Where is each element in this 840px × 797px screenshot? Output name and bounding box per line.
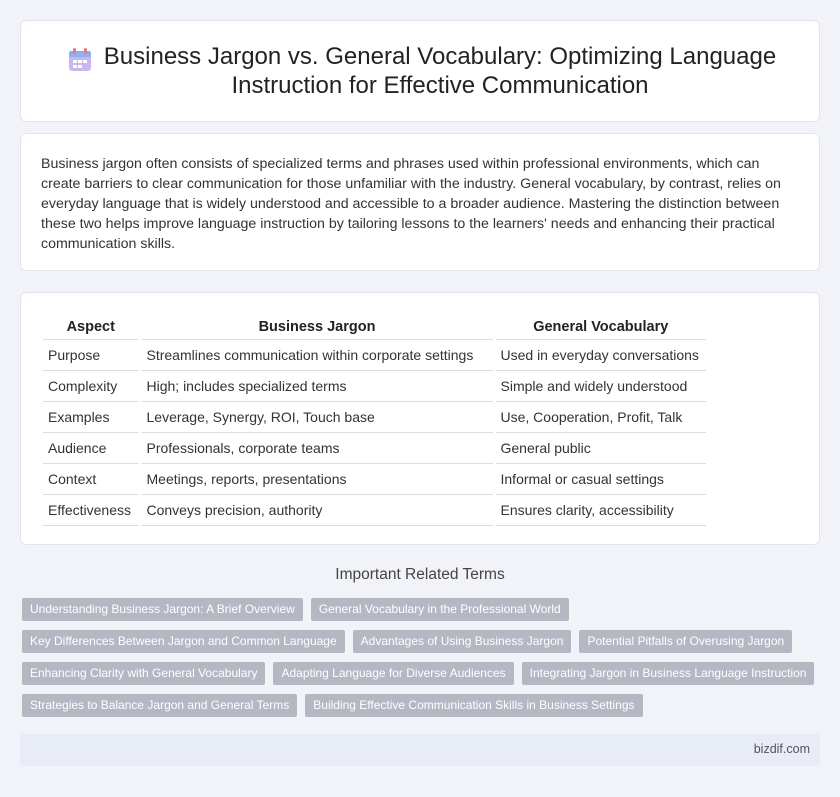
row-general-vocabulary: Used in everyday conversations [494,339,706,370]
row-aspect: Audience [43,432,140,463]
header-card [20,20,820,122]
row-aspect: Effectiveness [43,494,140,525]
related-term-tag[interactable]: General Vocabulary in the Professional World [311,598,569,621]
comparison-table [43,311,706,526]
row-aspect: Examples [43,401,140,432]
related-term-tag[interactable]: Potential Pitfalls of Overusing Jargon [579,630,792,653]
row-business-jargon: Conveys precision, authority [140,494,494,525]
header-business-jargon: Business Jargon [140,311,494,339]
row-business-jargon: Meetings, reports, presentations [140,463,494,494]
related-term-tag[interactable]: Key Differences Between Jargon and Common Language [22,630,345,653]
row-aspect: Complexity [43,370,140,401]
table-row [43,370,706,401]
title-wrap [21,21,819,121]
footer-site-link[interactable]: bizdif.com [753,742,810,756]
table-row [43,494,706,525]
row-aspect: Purpose [43,339,140,370]
related-term-tag[interactable]: Advantages of Using Business Jargon [353,630,572,653]
table-row [43,401,706,432]
table-row [43,432,706,463]
related-term-tag[interactable]: Adapting Language for Diverse Audiences [273,662,513,685]
calendar-icon [67,47,93,73]
table-row [43,339,706,370]
related-term-tag[interactable]: Enhancing Clarity with General Vocabulary [22,662,265,685]
related-term-tag[interactable]: Building Effective Communication Skills in Business Settings [305,694,642,717]
row-general-vocabulary: Simple and widely understood [494,370,706,401]
row-business-jargon: Leverage, Synergy, ROI, Touch base [140,401,494,432]
row-business-jargon: High; includes specialized terms [140,370,494,401]
comparison-card [20,292,820,545]
header-general-vocabulary: General Vocabulary [494,311,706,339]
row-aspect: Context [43,463,140,494]
page-title: Business Jargon vs. General Vocabulary: Optimizing Language Instruction for Effective Communication [103,43,777,99]
row-general-vocabulary: Ensures clarity, accessibility [494,494,706,525]
row-general-vocabulary: Informal or casual settings [494,463,706,494]
related-terms-title: Important Related Terms [335,566,505,583]
intro-card [20,133,820,271]
footer [20,734,820,766]
header-aspect: Aspect [43,311,140,339]
row-business-jargon: Streamlines communication within corporate settings [140,339,494,370]
related-term-tag[interactable]: Integrating Jargon in Business Language Instruction [522,662,815,685]
table-header-row [43,311,706,339]
row-general-vocabulary: Use, Cooperation, Profit, Talk [494,401,706,432]
related-term-tag[interactable]: Strategies to Balance Jargon and General Terms [22,694,297,717]
table-row [43,463,706,494]
row-general-vocabulary: General public [494,432,706,463]
related-terms-list [22,598,822,717]
related-term-tag[interactable]: Understanding Business Jargon: A Brief Overview [22,598,303,621]
intro-paragraph: Business jargon often consists of specialized terms and phrases used within professional environments, which can create barriers to clear communication for those unfamiliar with the industry. General vocabulary, by contrast, relies on everyday language that is widely understood and accessible to a broader audience. Mastering the distinction between these two helps improve language instruction by tailoring lessons to the learners' needs and enhancing their practical communication skills. [41,156,781,252]
row-business-jargon: Professionals, corporate teams [140,432,494,463]
